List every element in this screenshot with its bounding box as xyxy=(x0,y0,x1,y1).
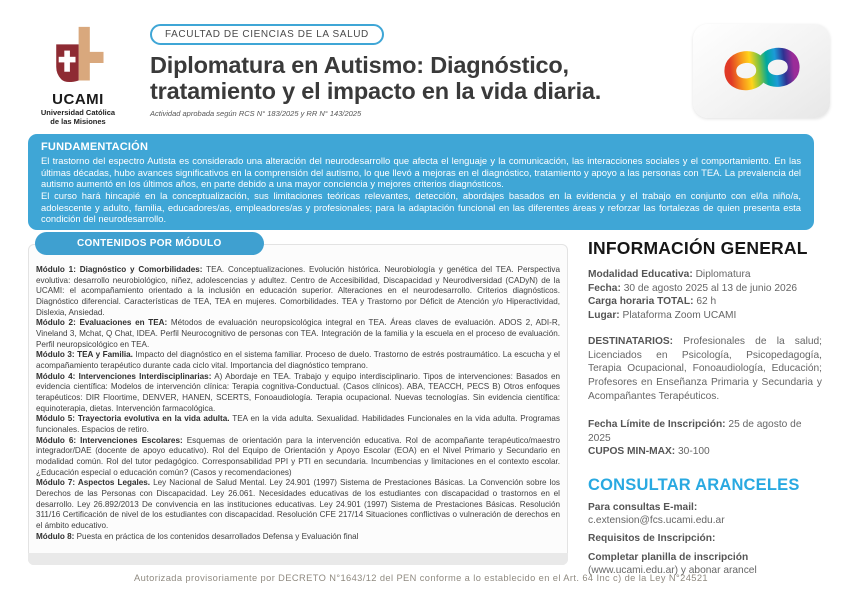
module-item xyxy=(36,436,560,479)
module-label: Módulo 4: Intervenciones Interdisciplinarias: xyxy=(36,371,212,381)
module-text: Métodos de evaluación neuropsicológica integral en TEA. Áreas claves de evaluación. ADOS 2, ADI-R, Vineland 3, Mchat, Q Chat, IDEA. Perfil Neurocognitivo de personas con TEA. Integración de la familia y la escuela en el proceso de evaluación. Perfil neuropsicológico en TEA. xyxy=(36,318,560,349)
info-general-title: INFORMACIÓN GENERAL xyxy=(588,238,808,258)
module-text: TEA. Conceptualizaciones. Evolución histórica. Neurobiología y genética del TEA. Perspectiva evolutiva: desarrollo neurobiológico, niñez, adolescencias y adultez. Centro de Accesibilidad, Discapacidad y Neurodiversidad (CADyN) de la UCAMI: el acompañamiento orientado a la inclusión en educación superior. Alteraciones en el neurodesarrollo. Criterios diagnósticos. Diagnóstico diferencial. Características de TEA, TEA en mujeres. Comorbilidades. TEA y Trastorno por Déficit de Atención y/o Hiperactividad, Dislexia, Ansiedad. xyxy=(36,265,560,317)
module-label: Módulo 3: TEA y Familia. xyxy=(36,350,133,360)
title-line-1: Diplomatura en Autismo: Diagnóstico, xyxy=(150,52,569,78)
contenidos-card xyxy=(28,238,568,565)
fundamentacion-box xyxy=(28,134,814,230)
deadline-value: 25 de agosto de 2025 xyxy=(588,419,802,444)
planilla-value: (www.ucami.edu.ar) y abonar arancel xyxy=(588,564,757,576)
module-label: Módulo 1: Diagnóstico y Comorbilidades: xyxy=(36,265,203,274)
consultar-aranceles-title: CONSULTAR ARANCELES xyxy=(588,475,800,494)
info-label: Modalidad Educativa: xyxy=(588,269,693,280)
info-value: 62 h xyxy=(696,296,717,308)
header-main xyxy=(150,24,693,124)
module-text: TEA en la vida adulta. Sexualidad. Habilidades Funcionales en la vida adulta. Programas funcionales. Espacios de retiro. xyxy=(36,414,560,435)
logo-name-line1: Universidad Católica xyxy=(40,108,116,117)
ucami-logo xyxy=(30,24,126,127)
module-label: Módulo 6: Intervenciones Escolares: xyxy=(36,435,183,445)
fundamentacion-paragraph-1: El trastorno del espectro Autista es considerado una alteración del neurodesarrollo que afecta el lenguaje y la comunicación, las interacciones sociales y el comportamiento. En las últimas décadas, hubo avances significativos en la comprensión del autismo, lo que llevó a mejoras en el diagnóstico, tratamiento y apoyo a las personas con TEA. La prevalencia del autismo aumentó en los últimos años, en parte debido a una mayor conciencia y mejores criterios diagnósticos. xyxy=(41,155,801,190)
ucami-logo-icon xyxy=(50,71,106,88)
info-row-carga-horaria xyxy=(588,295,822,309)
info-label: Lugar: xyxy=(588,309,620,321)
info-label: Fecha: xyxy=(588,282,621,294)
fundamentacion-paragraph-2: El curso hará hincapié en la conceptualización, sus limitaciones teóricas relevantes, detección, abordajes basados en la evidencia y el trabajo en conjunto con el/la niño/a, adolescente y adulto, familia, educadores/as, empleadores/as y profesionales; para la adaptación funcional en las diferentes áreas y reforzar las fortalezas de quien presenta esta condición del neurodesarrollo. xyxy=(41,189,801,225)
card-bottom-strip xyxy=(28,553,568,565)
contenidos-title: CONTENIDOS POR MÓDULO xyxy=(77,238,222,249)
cupos-label: CUPOS MIN-MAX: xyxy=(588,446,676,458)
info-row-deadline xyxy=(588,418,822,445)
planilla-label: Completar planilla de inscripción xyxy=(588,551,749,563)
module-label: Módulo 7: Aspectos Legales. xyxy=(36,478,151,488)
logo-name-line2: de las Misiones xyxy=(50,117,106,127)
module-item xyxy=(36,478,560,531)
module-label: Módulo 8: xyxy=(36,531,75,541)
module-item xyxy=(36,372,560,415)
requisitos-label: Requisitos de Inscripción: xyxy=(588,533,716,545)
module-text: Puesta en práctica de los contenidos desarrollados Defensa y Evaluación final xyxy=(76,531,359,541)
email-link[interactable]: c.extension@fcs.ucami.edu.ar xyxy=(588,515,725,526)
approval-note: Actividad aprobada según RCS N° 183/2025 y RR N° 143/2025 xyxy=(150,108,362,118)
faculty-badge: FACULTAD DE CIENCIAS DE LA SALUD xyxy=(150,24,384,45)
module-item xyxy=(36,414,560,435)
module-text: Ley Nacional de Salud Mental. Ley 24.901 (1997) Sistema de Prestaciones Básicas. La Convención sobre los Derechos de las Personas con Discapacidad. Ley 26.061. Necesidades educativas de los estudiantes con discapacidad o trastornos en el desarrollo. Ley 26.892/2013 De convivencia en las instituciones educativas. Ley 24.901 (1997) Sistema de Prestaciones Básicas. Resolución 311/16 Certificación de nivel de los estudiantes con discapacidad. Resolución CFE 217/14 Situaciones conflictivas o vulneración de derechos en el ámbito educativo. xyxy=(36,478,560,531)
header xyxy=(30,24,830,127)
info-row-modalidad xyxy=(588,268,822,282)
module-item xyxy=(36,350,560,371)
module-text: Impacto del diagnóstico en el sistema familiar. Proceso de duelo. Trastorno de estrés postraumático. La escucha y el acompañamiento terapéutico durante cada ciclo vital. Importancia del diagnóstico temprano. xyxy=(36,350,560,371)
module-text: A) Abordaje en TEA. Trabajo y equipo interdisciplinario. Tipos de intervenciones: Basados en evidencia científica: Modelos de intervención clínica: Terapia cognitiva-Conductual. (Casos clínicos). ABA, TEACCH, PECS B) Otros enfoques terapéuticos: DIR Floortime, DENVER, HANEN, SCERTS, Fonoaudiología. Terapia ocupacional. Nuevas tecnologías. Sin evidencia científica: equinoterapia, dietas. Intervención farmacológica. xyxy=(36,371,561,413)
fundamentacion-title: FUNDAMENTACIÓN xyxy=(41,141,149,153)
module-label: Módulo 5: Trayectoria evolutiva en la vida adulta. xyxy=(36,414,230,424)
email-label: Para consultas E-mail: xyxy=(588,501,698,513)
module-text: Esquemas de orientación para la intervención educativa. Rol de acompañante terapéutico/maestro integrador/DAE (docente de apoyo educativo). Rol del Equipo de Orientación y Apoyo Escolar (EOA) en el Nivel Primario y Secundario en modalidad común. Rol del tutor pedagógico. Corresponsabilidad PPI y PTI en secundaria. Incumbencias y limitaciones en el contexto escolar. ¿Educación especial o educación común? (Casos y recomendaciones) xyxy=(36,435,560,477)
footer-authorization-note: Autorizada provisoriamente por DECRETO N°1643/12 del PEN conforme a lo establecido en el Art. 64 Inc c) de la Ley N°24521 xyxy=(134,573,708,583)
info-value: Plataforma Zoom UCAMI xyxy=(622,309,737,321)
autism-infinity-card xyxy=(693,24,830,118)
rainbow-infinity-icon xyxy=(703,31,821,112)
info-value: Diplomatura xyxy=(695,269,751,280)
info-value: 30 de agosto 2025 al 13 de junio 2026 xyxy=(623,282,798,294)
info-row-lugar xyxy=(588,309,822,323)
logo-acronym: UCAMI xyxy=(52,91,104,108)
info-row-cupos xyxy=(588,445,822,459)
info-row-fecha xyxy=(588,282,822,296)
page-title xyxy=(150,52,693,105)
info-label: Carga horaria TOTAL: xyxy=(588,296,694,308)
module-item xyxy=(36,265,560,318)
destinatarios-label: DESTINATARIOS: xyxy=(588,336,674,348)
contenidos-header-pill xyxy=(35,232,264,255)
cupos-value: 30-100 xyxy=(678,446,710,458)
module-item xyxy=(36,532,560,543)
module-label: Módulo 2: Evaluaciones en TEA: xyxy=(36,318,168,328)
deadline-label: Fecha Límite de Inscripción: xyxy=(588,419,726,431)
module-item xyxy=(36,318,560,350)
title-line-2: tratamiento y el impacto en la vida diaria. xyxy=(150,78,602,105)
destinatarios-text: Profesionales de la salud; Licenciados en Psicología, Psicopedagogía, Terapia Ocupacional, Fonoaudiología, Educación; Profesores en Enseñanza Primaria y Secundaria y Acompañantes Terapéuticos. xyxy=(588,336,822,402)
destinatarios-paragraph xyxy=(588,335,822,403)
info-column xyxy=(588,238,822,577)
